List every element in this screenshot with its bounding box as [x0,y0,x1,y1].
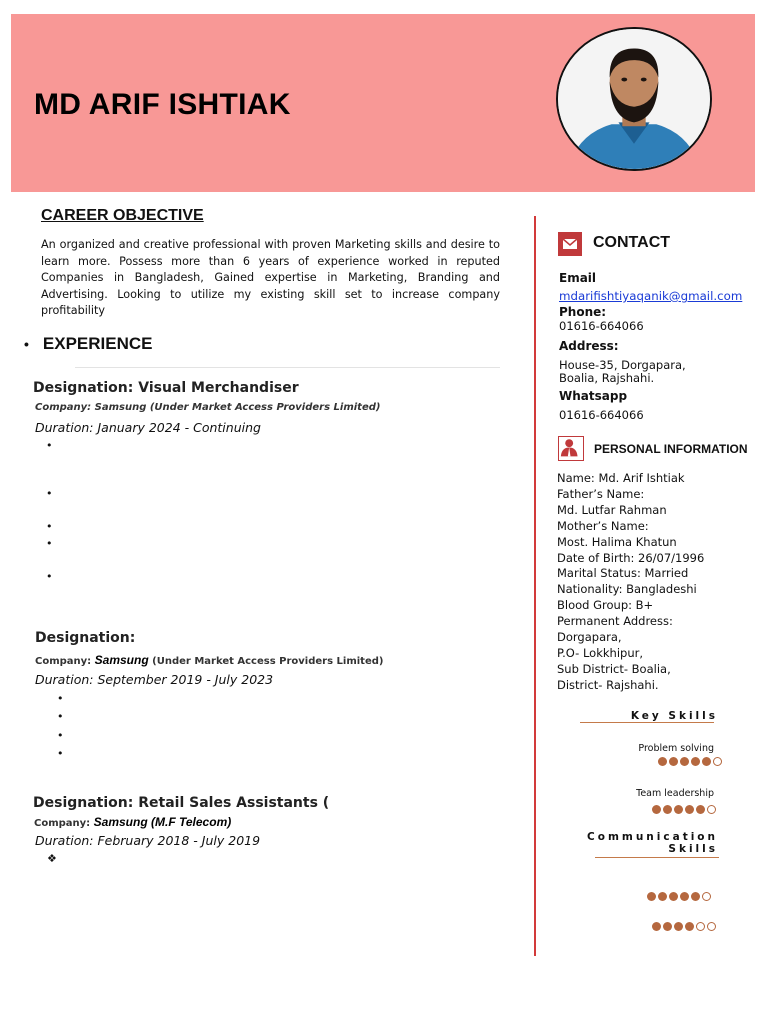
rating-dot-filled [658,757,667,766]
whatsapp-value: 01616-664066 [559,408,644,422]
rating-dot-filled [680,892,689,901]
job-duration: Duration: February 2018 - July 2019 [35,833,261,848]
bullet-point: • [57,747,64,760]
career-objective-heading: CAREER OBJECTIVE [41,207,204,224]
rating-dot-filled [696,805,705,814]
rating-dot-filled [658,892,667,901]
rating-dot-filled [652,805,661,814]
address-label: Address: [559,339,619,353]
personal-info-line: Dorgapara, [557,630,622,645]
experience-divider [75,367,500,368]
rating-dot-filled [674,922,683,931]
bullet-point: • [57,710,64,723]
whatsapp-label: Whatsapp [559,389,628,403]
rating-dot-filled [685,922,694,931]
column-divider [534,216,536,956]
key-skills-divider [580,722,714,723]
rating-dot-empty [707,922,716,931]
personal-info-line: Blood Group: B+ [557,598,654,613]
rating-dot-filled [663,805,672,814]
bullet-point: • [46,439,53,452]
personal-info-list [557,471,704,694]
rating-dot-filled [674,805,683,814]
experience-heading: • EXPERIENCE [24,334,153,353]
email-label: Email [559,271,597,285]
job-duration: Duration: January 2024 - Continuing [35,420,261,435]
personal-info-line: Md. Lutfar Rahman [557,502,667,517]
rating-dot-filled [647,892,656,901]
personal-info-heading: PERSONAL INFORMATION [594,442,748,456]
rating-dot-empty [707,805,716,814]
personal-info-line: P.O- Lokkhipur, [557,645,643,660]
personal-info-line: Nationality: Bangladeshi [557,582,697,597]
skill-rating [652,922,718,932]
contact-heading: CONTACT [593,234,671,251]
person-icon [558,436,584,461]
job-company: Company: Samsung (Under Market Access Providers Limited) [35,402,381,413]
address-line: Boalia, Rajshahi. [559,371,655,385]
personal-info-line: District- Rajshahi. [557,677,659,692]
phone-label: Phone: [559,305,607,319]
bullet-point: • [57,692,64,705]
job-company: Company: Samsung (M.F Telecom) [34,815,232,829]
rating-dot-filled [680,757,689,766]
bullet-point: • [46,537,53,550]
diamond-bullet-icon: ❖ [47,852,57,865]
rating-dot-empty [713,757,722,766]
rating-dot-filled [669,757,678,766]
job-designation: Designation: Visual Merchandiser [33,380,299,396]
personal-info-line: Most. Halima Khatun [557,534,677,549]
bullet-point: • [46,570,53,583]
rating-dot-filled [702,757,711,766]
key-skills-heading: Key Skills [630,710,718,722]
personal-info-line: Name: Md. Arif Ishtiak [557,471,685,485]
job-designation: Designation: [35,630,136,646]
rating-dot-empty [702,892,711,901]
rating-dot-empty [696,922,705,931]
email-link[interactable]: mdarifishtiyaqanik@gmail.com [559,289,743,303]
phone-value: 01616-664066 [559,319,644,333]
skill-rating [647,892,713,902]
rating-dot-filled [685,805,694,814]
header-banner [11,14,755,192]
skill-name: Problem solving [638,743,714,754]
bullet-point: • [46,520,53,533]
rating-dot-filled [691,757,700,766]
profile-photo [556,27,712,171]
communication-skills-divider [595,857,719,858]
rating-dot-filled [669,892,678,901]
rating-dot-filled [663,922,672,931]
personal-info-line: Marital Status: Married [557,566,689,581]
address-line: House-35, Dorgapara, [559,358,686,372]
personal-info-line: Mother’s Name: [557,518,649,533]
rating-dot-filled [652,922,661,931]
personal-info-line: Sub District- Boalia, [557,661,671,676]
personal-info-line: Permanent Address: [557,614,673,629]
personal-info-line: Father’s Name: [557,486,645,501]
career-objective-text: An organized and creative professional with proven Marketing skills and desire to learn more. Possess more than 6 years of experience worked in reputed Companies in Bangladesh, Gained expertise in Marketing, Branding and Advertising. Looking to utilize my existing skill set to increase company profitability [41,238,500,317]
mail-icon [558,232,582,256]
skill-name: Team leadership [636,788,714,799]
communication-skills-heading: Communication Skills [587,831,718,855]
job-duration: Duration: September 2019 - July 2023 [35,672,274,687]
job-designation: Designation: Retail Sales Assistants ( [33,795,330,811]
candidate-name: MD ARIF ISHTIAK [34,88,291,121]
bullet-point: • [57,729,64,742]
skill-rating [652,805,718,815]
skill-rating [658,757,724,767]
rating-dot-filled [691,892,700,901]
job-company: Company: Samsung (Under Market Access Providers Limited) [35,653,384,667]
bullet-point: • [46,487,53,500]
personal-info-line: Date of Birth: 26/07/1996 [557,550,705,565]
